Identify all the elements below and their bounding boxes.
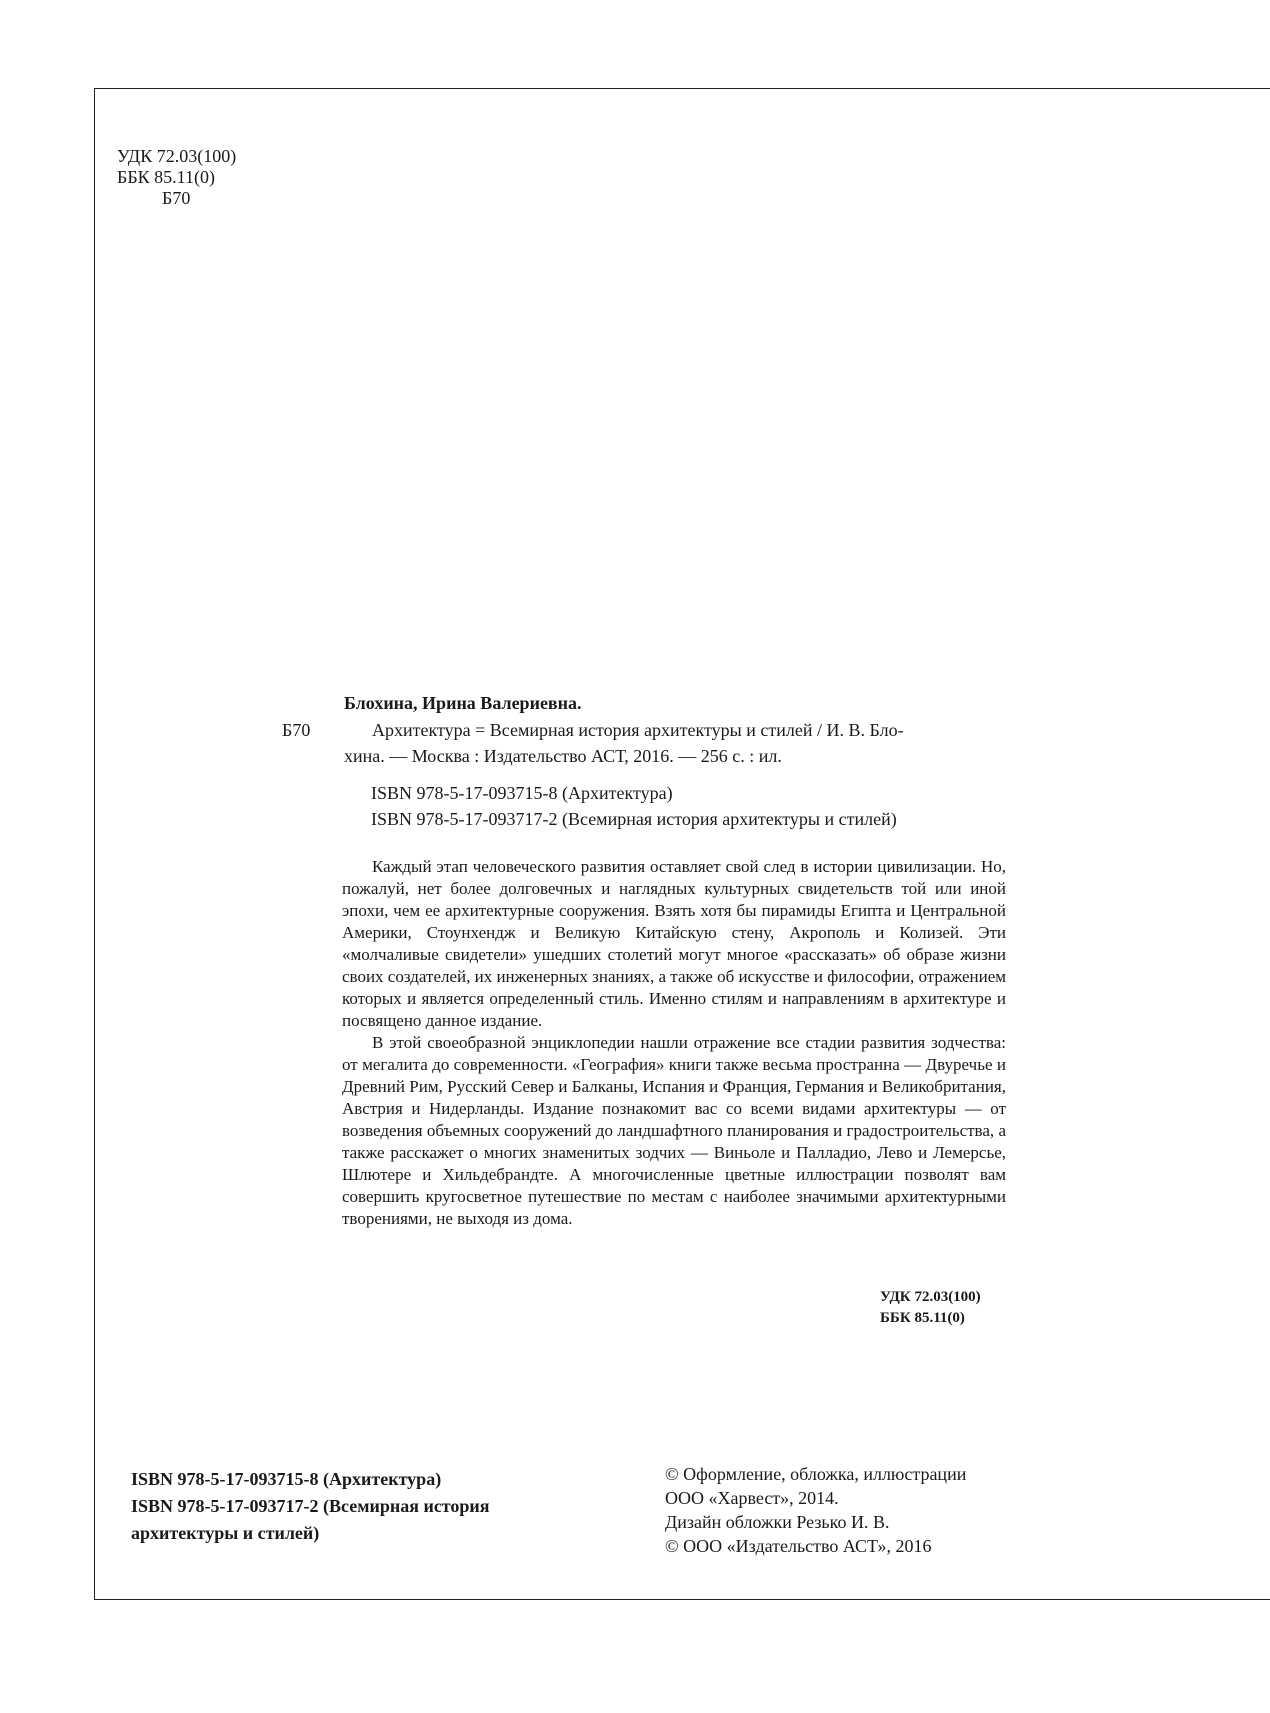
annotation — [342, 856, 1006, 1230]
annotation-paragraph: В этой своеобразной энциклопедии нашли отражение все стадии развития зодчества: от мегалита до современности. «География» книги также весьма пространна — Двуречье и Древний Рим, Русский Север и Балканы, Испания и Франция, Германия и Великобритания, Австрия и Нидерланды. Издание познакомит вас со всеми видами архитектуры — от возведения объемных сооружений до ландшафтного планирования и градостроительства, а также расскажет о многих знаменитых зодчих — Виньоле и Палладио, Лево и Лемерсье, Шлютере и Хильдебрандте. А многочисленные цветные иллюстрации позволят вам совершить кругосветное путешествие по местам с наиболее значимыми архитектурными творениями, не выходя из дома. — [342, 1033, 1006, 1228]
udk-code: УДК 72.03(100) — [117, 146, 237, 166]
copyright-line: ООО «Харвест», 2014. — [665, 1488, 839, 1508]
card-title — [344, 717, 1007, 769]
author-code: Б70 — [162, 188, 191, 208]
card-title-line: Архитектура = Всемирная история архитектуры и стилей / И. В. Бло- — [372, 720, 904, 740]
isbn-line: архитектуры и стилей) — [131, 1523, 320, 1543]
udk-block-top — [117, 146, 236, 209]
copyright-block — [665, 1462, 1035, 1558]
isbn-block — [131, 1466, 571, 1547]
annotation-paragraph: Каждый этап человеческого развития оставляет свой след в истории цивилизации. Но, пожалуй, нет более долговечных и наглядных культурных свидетельств той или иной эпохи, чем ее архитектурные сооружения. Взять хотя бы пирамиды Египта и Центральной Америки, Стоунхендж и Великую Китайскую стену, Акрополь и Колизей. Эти «молчаливые свидетели» ушедших столетий могут многое «рассказать» об образе жизни своих создателей, их инженерных знаниях, а также об искусстве и философии, отражением которых и является определенный стиль. Именно стилям и направлениям в архитектуре и посвящено данное издание. — [342, 857, 1007, 1030]
copyright-line: © Оформление, обложка, иллюстрации — [665, 1464, 967, 1484]
udk-code: УДК 72.03(100) — [880, 1289, 981, 1305]
card-author-code: Б70 — [282, 720, 311, 740]
isbn-line: ISBN 978-5-17-093717-2 (Всемирная история — [131, 1496, 490, 1516]
copyright-line: © ООО «Издательство АСТ», 2016 — [665, 1536, 932, 1556]
card-isbn: ISBN 978-5-17-093715-8 (Архитектура) — [371, 783, 673, 803]
card-isbn-list — [371, 780, 1011, 832]
card-author: Блохина, Ирина Валериевна. — [344, 693, 582, 713]
bbk-code: ББК 85.11(0) — [117, 167, 215, 187]
card-isbn: ISBN 978-5-17-093717-2 (Всемирная история архитектуры и стилей) — [371, 809, 897, 829]
page-frame — [94, 88, 1270, 1600]
card-title-line: хина. — Москва : Издательство АСТ, 2016. — 256 с. : ил. — [344, 746, 782, 766]
copyright-line: Дизайн обложки Резько И. В. — [665, 1512, 890, 1532]
bbk-code: ББК 85.11(0) — [880, 1310, 965, 1326]
udk-block-bottom — [880, 1287, 981, 1329]
isbn-line: ISBN 978-5-17-093715-8 (Архитектура) — [131, 1469, 442, 1489]
